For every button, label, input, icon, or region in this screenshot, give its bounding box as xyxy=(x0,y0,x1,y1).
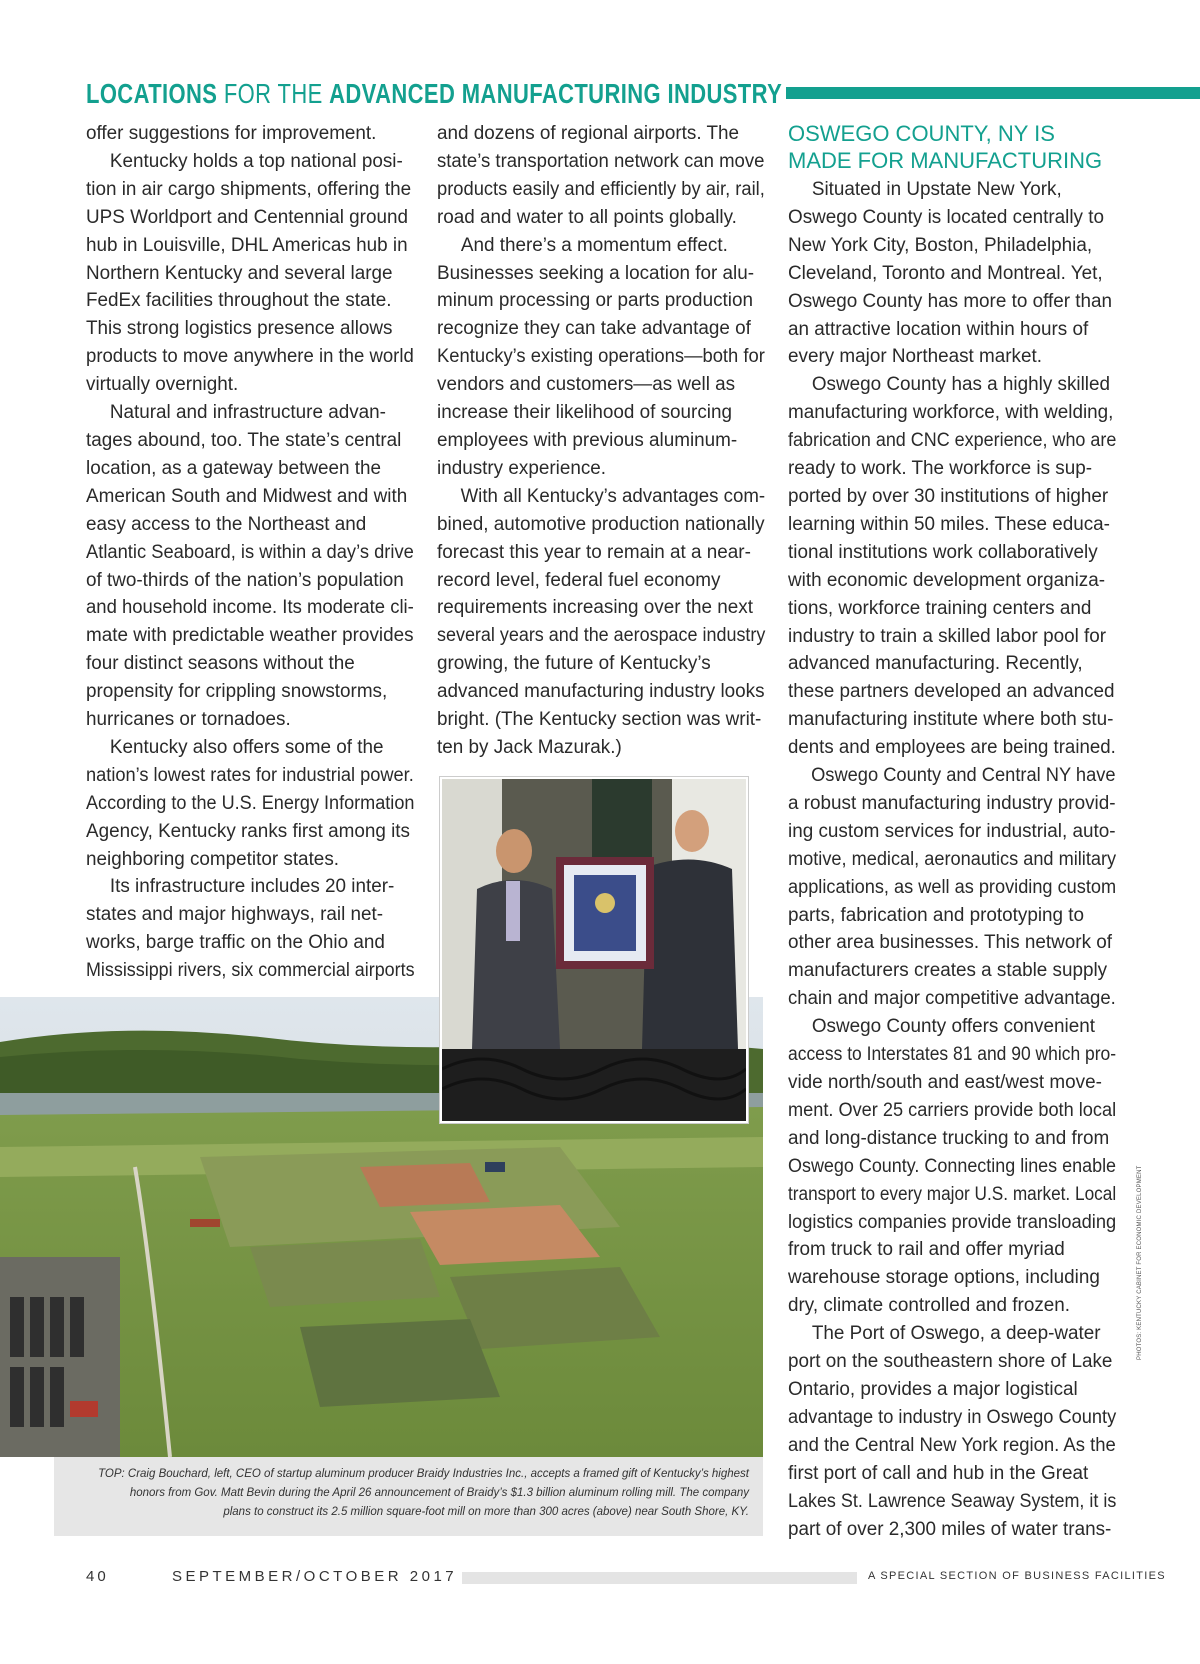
text-line: ment. Over 25 carriers provide both local xyxy=(788,1099,1117,1121)
text-line: Oswego County and Central NY have xyxy=(811,765,1116,787)
oswego-body xyxy=(788,176,1118,1543)
text-line: of two-thirds of the nation’s population xyxy=(86,569,404,591)
column-3 xyxy=(788,120,1118,1543)
oswego-heading xyxy=(788,120,1118,174)
text-line: recognize they can take advantage of xyxy=(437,318,751,340)
text-line: ten by Jack Mazurak.) xyxy=(437,736,622,758)
text-line: And there’s a momentum effect. xyxy=(460,234,728,256)
text-line: states and major highways, rail net- xyxy=(86,904,384,926)
text-line: part of over 2,300 miles of water trans- xyxy=(788,1518,1112,1540)
photo-caption-box xyxy=(54,1457,763,1536)
text-line: advanced manufacturing. Recently, xyxy=(788,653,1083,675)
text-line: warehouse storage options, including xyxy=(788,1267,1100,1289)
photo-caption xyxy=(69,1465,749,1522)
text-line: Kentucky’s existing operations—both for xyxy=(437,346,765,368)
section-title xyxy=(86,74,782,114)
text-line: Oswego County has a highly skilled xyxy=(811,374,1110,396)
text-line: chain and major competitive advantage. xyxy=(788,988,1116,1010)
text-line: Oswego County. Connecting lines enable xyxy=(788,1155,1117,1177)
text-line: ported by over 30 institutions of higher xyxy=(788,485,1109,507)
text-line: virtually overnight. xyxy=(86,374,239,396)
text-line: fabrication and CNC experience, who are xyxy=(788,430,1117,452)
text-line: Agency, Kentucky ranks first among its xyxy=(86,820,410,842)
text-line: hub in Louisville, DHL Americas hub in xyxy=(86,234,408,256)
officials-photo xyxy=(440,777,748,1123)
oswego-heading-line-2: MADE FOR MANUFACTURING xyxy=(788,148,1103,173)
header-rule xyxy=(786,87,1200,99)
text-line: a robust manufacturing industry provid- xyxy=(788,792,1116,814)
text-line: access to Interstates 81 and 90 which pro- xyxy=(788,1044,1117,1066)
text-line: learning within 50 miles. These educa- xyxy=(788,513,1110,535)
text-line: Oswego County offers convenient xyxy=(811,1016,1095,1038)
text-line: and long-distance trucking to and from xyxy=(788,1127,1110,1149)
text-line: with economic development organiza- xyxy=(788,569,1106,591)
text-line: propensity for crippling snowstorms, xyxy=(86,681,388,703)
text-line: advantage to industry in Oswego County xyxy=(788,1406,1117,1428)
text-line: tions, workforce training centers and xyxy=(788,597,1092,619)
text-line: port on the southeastern shore of Lake xyxy=(788,1351,1113,1373)
text-line: This strong logistics presence allows xyxy=(86,318,393,340)
text-line: manufacturing institute where both stu- xyxy=(788,709,1114,731)
issue-date: SEPTEMBER/OCTOBER 2017 xyxy=(172,1568,458,1585)
text-line: parts, fabrication and prototyping to xyxy=(788,904,1085,926)
caption-line-3: plans to construct its 2.5 million square-foot mill on more than 300 acres (above) near South Shore, KY. xyxy=(223,1506,749,1518)
text-line: advanced manufacturing industry looks xyxy=(437,681,765,703)
text-line: products to move anywhere in the world xyxy=(86,346,414,368)
text-line: ready to work. The workforce is sup- xyxy=(788,458,1093,480)
text-line: tion in air cargo shipments, offering the xyxy=(86,178,412,200)
text-line: Kentucky holds a top national posi- xyxy=(109,150,403,172)
text-line: applications, as well as providing custom xyxy=(788,876,1117,898)
text-line: and dozens of regional airports. The xyxy=(437,123,740,144)
text-line: dry, climate controlled and frozen. xyxy=(788,1295,1071,1317)
text-line: road and water to all points globally. xyxy=(437,206,737,228)
text-line: Situated in Upstate New York, xyxy=(811,179,1062,200)
text-line: Mississippi rivers, six commercial airports xyxy=(86,960,415,982)
text-line: increase their likelihood of sourcing xyxy=(437,402,733,424)
text-line: location, as a gateway between the xyxy=(86,457,382,479)
section-label: A SPECIAL SECTION OF BUSINESS FACILITIES xyxy=(868,1570,1166,1582)
text-line: Northern Kentucky and several large xyxy=(86,262,393,284)
text-line: bright. (The Kentucky section was writ- xyxy=(437,709,762,731)
title-for-the: FOR THE xyxy=(217,78,330,109)
text-line: several years and the aerospace industry xyxy=(437,625,766,647)
text-line: state’s transportation network can move xyxy=(437,150,765,172)
text-line: mate with predictable weather provides xyxy=(86,625,414,647)
text-line: every major Northeast market. xyxy=(788,346,1042,368)
text-line: minum processing or parts production xyxy=(437,290,753,312)
text-line: an attractive location within hours of xyxy=(788,318,1089,340)
caption-line-1: TOP: Craig Bouchard, left, CEO of startup aluminum producer Braidy Industries Inc., accepts a framed gift of Kentucky’s highest xyxy=(98,1468,749,1480)
page-number: 40 xyxy=(86,1568,109,1585)
text-line: Cleveland, Toronto and Montreal. Yet, xyxy=(788,262,1103,284)
title-industry: ADVANCED MANUFACTURING INDUSTRY xyxy=(329,78,783,109)
text-line: and the Central New York region. As the xyxy=(788,1434,1116,1456)
text-line: The Port of Oswego, a deep-water xyxy=(811,1323,1101,1345)
text-line: manufacturing workforce, with welding, xyxy=(788,402,1114,424)
text-line: manufacturers creates a stable supply xyxy=(788,960,1108,982)
text-line: Kentucky also offers some of the xyxy=(109,736,384,758)
text-line: American South and Midwest and with xyxy=(86,485,408,507)
column-2 xyxy=(437,120,767,762)
text-line: UPS Worldport and Centennial ground xyxy=(86,206,408,228)
text-line: and household income. Its moderate cli- xyxy=(86,597,414,619)
text-line: motive, medical, aeronautics and military xyxy=(788,848,1117,870)
text-line: industry experience. xyxy=(437,457,607,479)
text-line: Lakes St. Lawrence Seaway System, it is xyxy=(788,1490,1117,1512)
text-line: dents and employees are being trained. xyxy=(788,737,1116,759)
text-line: Natural and infrastructure advan- xyxy=(109,402,386,424)
text-line: vide north/south and east/west move- xyxy=(788,1072,1102,1093)
text-line: transport to every major U.S. market. Local xyxy=(788,1183,1117,1205)
text-line: easy access to the Northeast and xyxy=(86,513,367,535)
column-1 xyxy=(86,120,416,985)
text-line: logistics companies provide transloading xyxy=(788,1211,1117,1233)
text-line: vendors and customers—as well as xyxy=(437,374,736,396)
page-header xyxy=(86,74,1200,114)
photo-credit: PHOTOS: KENTUCKY CABINET FOR ECONOMIC DEVELOPMENT xyxy=(1137,1165,1143,1360)
text-line: tages abound, too. The state’s central xyxy=(86,429,402,451)
text-line: works, barge traffic on the Ohio and xyxy=(86,932,385,954)
text-line: other area businesses. This network of xyxy=(788,932,1113,954)
caption-line-2: honors from Gov. Matt Bevin during the April 26 announcement of Braidy’s $1.3 billion aluminum rolling mill. The company xyxy=(129,1487,749,1499)
text-line: nation’s lowest rates for industrial power. xyxy=(86,764,414,786)
text-line: With all Kentucky’s advantages com- xyxy=(460,485,766,507)
text-line: Ontario, provides a major logistical xyxy=(788,1378,1078,1400)
text-line: Oswego County is located centrally to xyxy=(788,206,1104,228)
text-line: According to the U.S. Energy Information xyxy=(86,792,415,814)
text-line: tional institutions work collaboratively xyxy=(788,541,1098,563)
text-line: offer suggestions for improvement. xyxy=(86,123,377,144)
text-line: Businesses seeking a location for alu- xyxy=(437,262,755,284)
text-line: bined, automotive production nationally xyxy=(437,513,765,535)
text-line: New York City, Boston, Philadelphia, xyxy=(788,234,1093,256)
text-line: from truck to rail and offer myriad xyxy=(788,1239,1065,1261)
text-line: Atlantic Seaboard, is within a day’s drive xyxy=(86,541,414,563)
text-line: hurricanes or tornadoes. xyxy=(86,709,291,731)
text-line: first port of call and hub in the Great xyxy=(788,1462,1089,1484)
oswego-heading-line-1: OSWEGO COUNTY, NY IS xyxy=(788,121,1055,146)
text-line: requirements increasing over the next xyxy=(437,597,753,619)
text-line: four distinct seasons without the xyxy=(86,653,355,675)
text-line: industry to train a skilled labor pool for xyxy=(788,625,1107,647)
text-line: ing custom services for industrial, auto- xyxy=(788,820,1116,842)
text-line: Oswego County has more to offer than xyxy=(788,290,1113,312)
text-line: growing, the future of Kentucky’s xyxy=(437,653,711,675)
text-line: record level, federal fuel economy xyxy=(437,569,721,591)
text-line: FedEx facilities throughout the state. xyxy=(86,290,392,312)
footer-rule xyxy=(462,1572,857,1584)
officials-image xyxy=(442,779,746,1121)
text-line: forecast this year to remain at a near- xyxy=(437,541,751,563)
text-line: employees with previous aluminum- xyxy=(437,429,738,451)
text-line: products easily and efficiently by air, rail, xyxy=(437,178,765,200)
text-line: Its infrastructure includes 20 inter- xyxy=(109,876,395,898)
text-line: neighboring competitor states. xyxy=(86,848,340,870)
text-line: these partners developed an advanced xyxy=(788,681,1115,703)
title-locations: LOCATIONS xyxy=(86,78,218,109)
